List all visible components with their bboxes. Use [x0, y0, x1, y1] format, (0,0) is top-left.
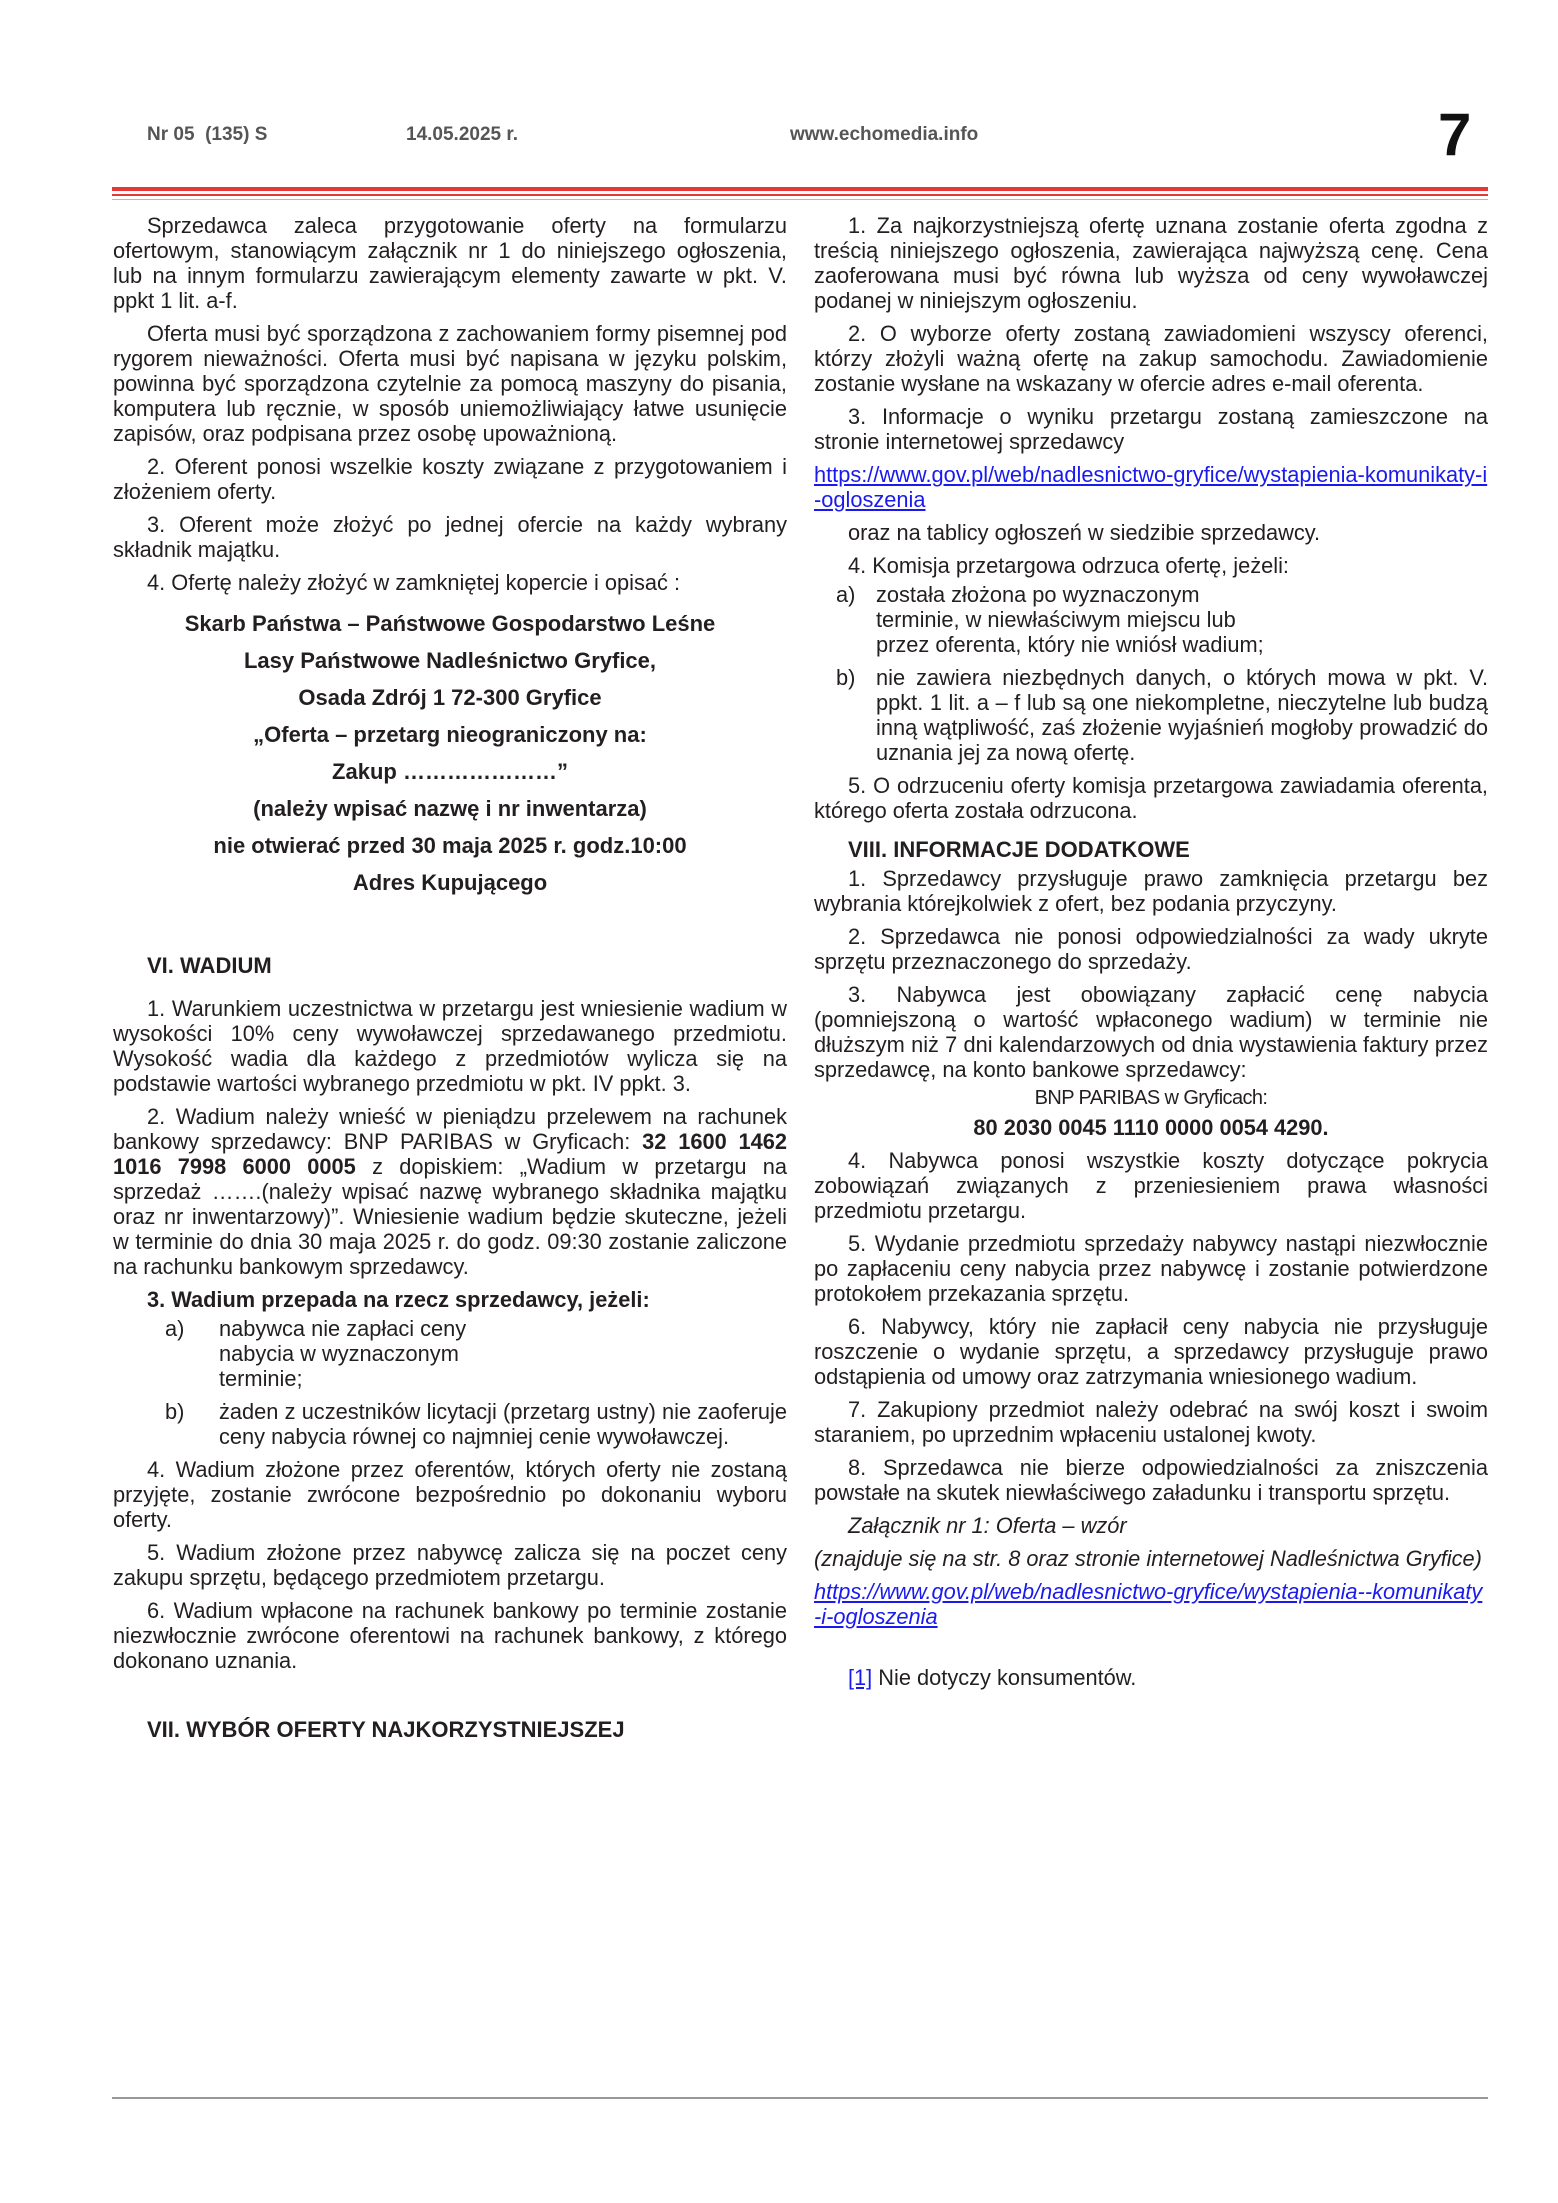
section-heading-selection: VII. WYBÓR OFERTY NAJKORZYSTNIEJSZEJ	[147, 1717, 625, 1742]
issue-date: 14.05.2025 r.	[406, 124, 518, 145]
paragraph: 4. Ofertę należy złożyć w zamkniętej kopercie i opisać :	[147, 570, 681, 595]
paragraph: Sprzedawca zaleca przygotowanie oferty na formularzu ofertowym, stanowiącym załącznik nr 1 do niniejszego ogłoszenia, lub na innym formularzu zawierającym elementy zawarte w pkt. V. ppkt 1 lit. a-f.	[113, 213, 787, 313]
envelope-line: Lasy Państwowe Nadleśnictwo Gryfice,	[243, 648, 657, 673]
list-text: nabywca nie zapłaci ceny nabycia w wyznaczonym terminie;	[219, 1316, 467, 1391]
text-span: 2. Wadium należy wnieść w pieniądzu przelewem na rachunek bankowy sprzedawcy: BNP PARIBAS w Gryficach:	[113, 1104, 787, 1154]
paragraph: 4. Wadium złożone przez oferentów, których oferty nie zostaną przyjęte, zostanie zwrócone bezpośrednio po dokonaniu wyboru oferty.	[113, 1457, 787, 1532]
page-header	[0, 0, 1558, 200]
list-text: nie zawiera niezbędnych danych, o których mowa w pkt. V. ppkt. 1 lit. a – f lub są one niekompletne, nieczytelne lub budzą inną wątpliwość, zaś złożenie wyjaśnień mogłoby prowadzić do uznania jej za nową ofertę.	[876, 665, 1488, 765]
envelope-label-block	[113, 605, 787, 901]
results-link[interactable]: https://www.gov.pl/web/nadlesnictwo-gryfice/wystapienia-komunikaty-i-ogloszenia	[814, 462, 1488, 512]
bank-account-number: 32 1600 1462 1016 7998 6000 0005	[113, 1129, 787, 1179]
paragraph: 5. O odrzuceniu oferty komisja przetargowa zawiadamia oferenta, którego oferta została odrzucona.	[814, 773, 1488, 823]
paragraph: 2. Oferent ponosi wszelkie koszty związane z przygotowaniem i złożeniem oferty.	[113, 454, 787, 504]
paragraph: 1. Warunkiem uczestnictwa w przetargu jest wniesienie wadium w wysokości 10% ceny wywoławczej sprzedawanego przedmiotu. Wysokość wadia dla każdego z przedmiotów wylicza się na podstawie wartości wybranego przedmiotu w pkt. IV ppkt. 3.	[113, 996, 787, 1096]
envelope-line: „Oferta – przetarg nieograniczony na:	[253, 722, 647, 747]
section-heading-additional-info: VIII. INFORMACJE DODATKOWE	[848, 837, 1190, 862]
paragraph: 2. O wyborze oferty zostaną zawiadomieni wszyscy oferenci, którzy złożyli ważną ofertę na zakup samochodu. Zawiadomienie zostanie wysłane na wskazany w ofercie adres e-mail oferenta.	[814, 321, 1488, 396]
attachment-title: Załącznik nr 1: Oferta – wzór	[848, 1513, 1127, 1538]
paragraph: 1. Sprzedawcy przysługuje prawo zamknięcia przetargu bez wybrania którejkolwiek z ofert, bez podania przyczyny.	[814, 866, 1488, 916]
footer-rule	[112, 2097, 1488, 2099]
list-label: b)	[836, 665, 856, 690]
envelope-line: Skarb Państwa – Państwowe Gospodarstwo Leśne	[184, 611, 716, 636]
list-label: a)	[836, 582, 856, 607]
envelope-line: (należy wpisać nazwę i nr inwentarza)	[253, 796, 647, 821]
footnote-text: Nie dotyczy konsumentów.	[872, 1665, 1137, 1690]
paragraph: 6. Nabywcy, który nie zapłacił ceny nabycia nie przysługuje roszczenie o wydanie sprzętu, a sprzedawcy przysługuje prawo odstąpienia od umowy oraz zatrzymania wniesionego wadium.	[814, 1314, 1488, 1389]
header-rule	[112, 199, 1488, 200]
website-label: www.echomedia.info	[790, 124, 979, 145]
list-text: żaden z uczestników licytacji (przetarg ustny) nie zaoferuje ceny nabycia równej co najmniej cenie wywoławczej.	[219, 1399, 787, 1449]
attachment-note: (znajduje się na str. 8 oraz stronie internetowej Nadleśnictwa Gryfice)	[814, 1546, 1482, 1571]
left-column	[113, 213, 787, 1742]
paragraph: oraz na tablicy ogłoszeń w siedzibie sprzedawcy.	[848, 520, 1321, 545]
paragraph: Oferta musi być sporządzona z zachowaniem formy pisemnej pod rygorem nieważności. Oferta musi być napisana w języku polskim, powinna być sporządzona czytelnie za pomocą maszyny do pisania, komputera lub ręcznie, w sposób uniemożliwiający łatwe usunięcie zapisów, oraz podpisana przez osobę upoważnioną.	[113, 321, 787, 446]
header-rule	[112, 187, 1488, 191]
paragraph: 4. Komisja przetargowa odrzuca ofertę, jeżeli:	[848, 553, 1289, 578]
bank-account-number: 80 2030 0045 1110 0000 0054 4290.	[973, 1115, 1329, 1140]
envelope-line: nie otwierać przed 30 maja 2025 r. godz.10:00	[213, 833, 687, 858]
list-item	[113, 1316, 787, 1391]
issue-number: Nr 05 (135) S	[147, 124, 268, 145]
list-item	[814, 665, 1488, 765]
header-rule	[112, 194, 1488, 196]
right-column	[814, 213, 1488, 1712]
footnote-link[interactable]: [1]	[848, 1665, 873, 1690]
paragraph: 3. Oferent może złożyć po jednej ofercie na każdy wybrany składnik majątku.	[113, 512, 787, 562]
list-item	[113, 1399, 787, 1449]
envelope-line: Adres Kupującego	[352, 870, 548, 895]
text-span: z dopiskiem: „Wadium w przetargu na sprzedaż …….(należy wpisać nazwę wybranego składnika majątku oraz nr inwentarzowy)”. Wniesienie wadium będzie skuteczne, jeżeli w terminie do dnia 30 maja 2025 r. do godz. 09:30 zostanie zaliczone na rachunku bankowym sprzedawcy.	[113, 1154, 787, 1279]
paragraph: 8. Sprzedawca nie bierze odpowiedzialności za zniszczenia powstałe na skutek niewłaściwego załadunku i transportu sprzętu.	[814, 1455, 1488, 1505]
list-text: została złożona po wyznaczonym terminie, w niewłaściwym miejscu lub przez oferenta, który nie wniósł wadium;	[876, 582, 1264, 657]
footnote	[814, 1665, 1488, 1690]
list-label: b)	[165, 1399, 185, 1424]
paragraph: 7. Zakupiony przedmiot należy odebrać na swój koszt i swoim staraniem, po uprzednim wpłaceniu ustalonej kwoty.	[814, 1397, 1488, 1447]
paragraph: 5. Wydanie przedmiotu sprzedaży nabywcy nastąpi niezwłocznie po zapłaceniu ceny nabycia przez nabywcę i zostanie potwierdzone protokołem przekazania sprzętu.	[814, 1231, 1488, 1306]
page-number: 7	[1438, 101, 1472, 168]
paragraph: 3. Nabywca jest obowiązany zapłacić cenę nabycia (pomniejszoną o wartość wpłaconego wadium) w terminie nie dłuższym niż 7 dni kalendarzowych od dnia wystawienia faktury przez sprzedawcę, na konto bankowe sprzedawcy:	[814, 982, 1488, 1082]
paragraph: 1. Za najkorzystniejszą ofertę uznana zostanie oferta zgodna z treścią niniejszego ogłoszenia, zawierająca najwyższą cenę. Cena zaoferowana musi być równa lub wyższa od ceny wywoławczej podanej w niniejszym ogłoszeniu.	[814, 213, 1488, 313]
envelope-line: Zakup …………………”	[332, 759, 568, 784]
paragraph: 4. Nabywca ponosi wszystkie koszty dotyczące pokrycia zobowiązań związanych z przeniesieniem prawa własności przedmiotu przetargu.	[814, 1148, 1488, 1223]
paragraph	[113, 1104, 787, 1279]
section-heading-wadium: VI. WADIUM	[147, 953, 272, 978]
paragraph: 5. Wadium złożone przez nabywcę zalicza się na poczet ceny zakupu sprzętu, będącego przedmiotem przetargu.	[113, 1540, 787, 1590]
paragraph: 2. Sprzedawca nie ponosi odpowiedzialności za wady ukryte sprzętu przeznaczonego do sprzedaży.	[814, 924, 1488, 974]
paragraph: 6. Wadium wpłacone na rachunek bankowy po terminie zostanie niezwłocznie zwrócone oferentowi na rachunek bankowy, z którego dokonano uznania.	[113, 1598, 787, 1673]
list-item	[814, 582, 1488, 657]
paragraph: 3. Informacje o wyniku przetargu zostaną zamieszczone na stronie internetowej sprzedawcy	[814, 404, 1488, 454]
envelope-line: Osada Zdrój 1 72-300 Gryfice	[298, 685, 602, 710]
list-label: a)	[165, 1316, 185, 1341]
bold-subheading: 3. Wadium przepada na rzecz sprzedawcy, jeżeli:	[147, 1287, 650, 1312]
attachment-link[interactable]: https://www.gov.pl/web/nadlesnictwo-gryfice/wystapienia--komunikaty-i-ogloszenia	[814, 1579, 1483, 1629]
bank-name: BNP PARIBAS w Gryficach:	[1034, 1087, 1268, 1109]
